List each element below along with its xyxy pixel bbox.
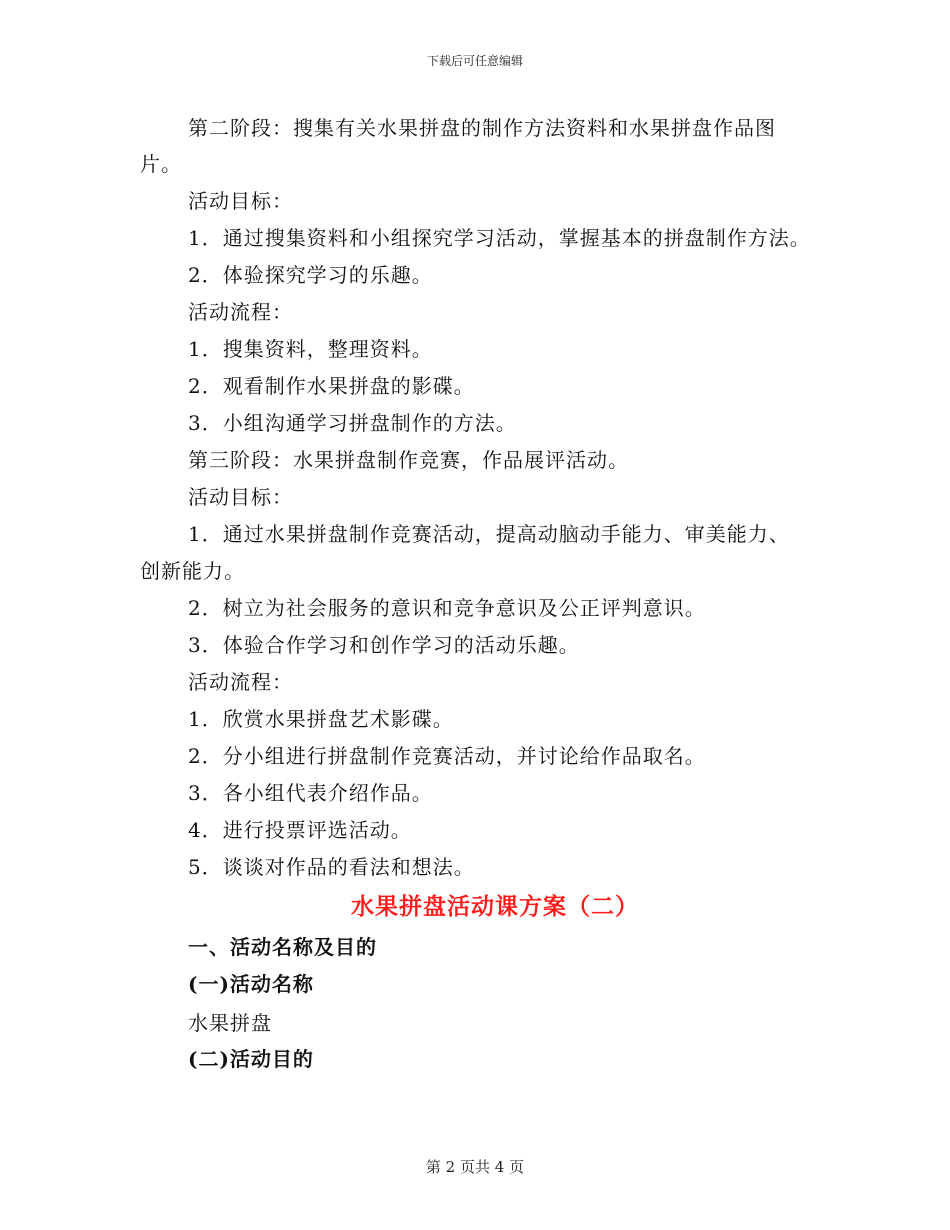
paragraph: 2．体验探究学习的乐趣。 bbox=[188, 263, 433, 287]
paragraph: 第三阶段：水果拼盘制作竞赛，作品展评活动。 bbox=[188, 448, 629, 472]
paragraph: 2．树立为社会服务的意识和竞争意识及公正评判意识。 bbox=[188, 596, 706, 620]
paragraph: 活动流程： bbox=[188, 300, 293, 324]
paragraph: 活动流程： bbox=[188, 670, 293, 694]
page-footer: 第 2 页共 4 页 bbox=[425, 1158, 525, 1176]
paragraph: 片。 bbox=[140, 152, 182, 176]
subsection-heading: (二)活动目的 bbox=[188, 1047, 314, 1071]
paragraph: 第二阶段：搜集有关水果拼盘的制作方法资料和水果拼盘作品图 bbox=[188, 116, 776, 140]
page-header: 下载后可任意编辑 bbox=[426, 54, 523, 68]
paragraph: 3．体验合作学习和创作学习的活动乐趣。 bbox=[188, 633, 580, 657]
section-title: 水果拼盘活动课方案（二） bbox=[351, 893, 639, 920]
paragraph: 活动目标： bbox=[188, 189, 293, 213]
paragraph: 1．通过搜集资料和小组探究学习活动，掌握基本的拼盘制作方法。 bbox=[188, 226, 811, 250]
subsection-heading: (一)活动名称 bbox=[188, 972, 314, 996]
paragraph: 3．小组沟通学习拼盘制作的方法。 bbox=[188, 411, 517, 435]
paragraph: 2．分小组进行拼盘制作竞赛活动，并讨论给作品取名。 bbox=[188, 744, 706, 768]
section-heading: 一、活动名称及目的 bbox=[188, 935, 377, 959]
paragraph: 5．谈谈对作品的看法和想法。 bbox=[188, 855, 475, 879]
paragraph: 4．进行投票评选活动。 bbox=[188, 818, 412, 842]
paragraph: 水果拼盘 bbox=[188, 1011, 272, 1035]
paragraph: 1．通过水果拼盘制作竞赛活动，提高动脑动手能力、审美能力、 bbox=[188, 522, 790, 546]
paragraph: 2．观看制作水果拼盘的影碟。 bbox=[188, 374, 475, 398]
paragraph: 创新能力。 bbox=[140, 559, 245, 583]
paragraph: 活动目标： bbox=[188, 485, 293, 509]
paragraph: 3．各小组代表介绍作品。 bbox=[188, 781, 433, 805]
paragraph: 1．搜集资料，整理资料。 bbox=[188, 337, 433, 361]
paragraph: 1．欣赏水果拼盘艺术影碟。 bbox=[188, 707, 454, 731]
